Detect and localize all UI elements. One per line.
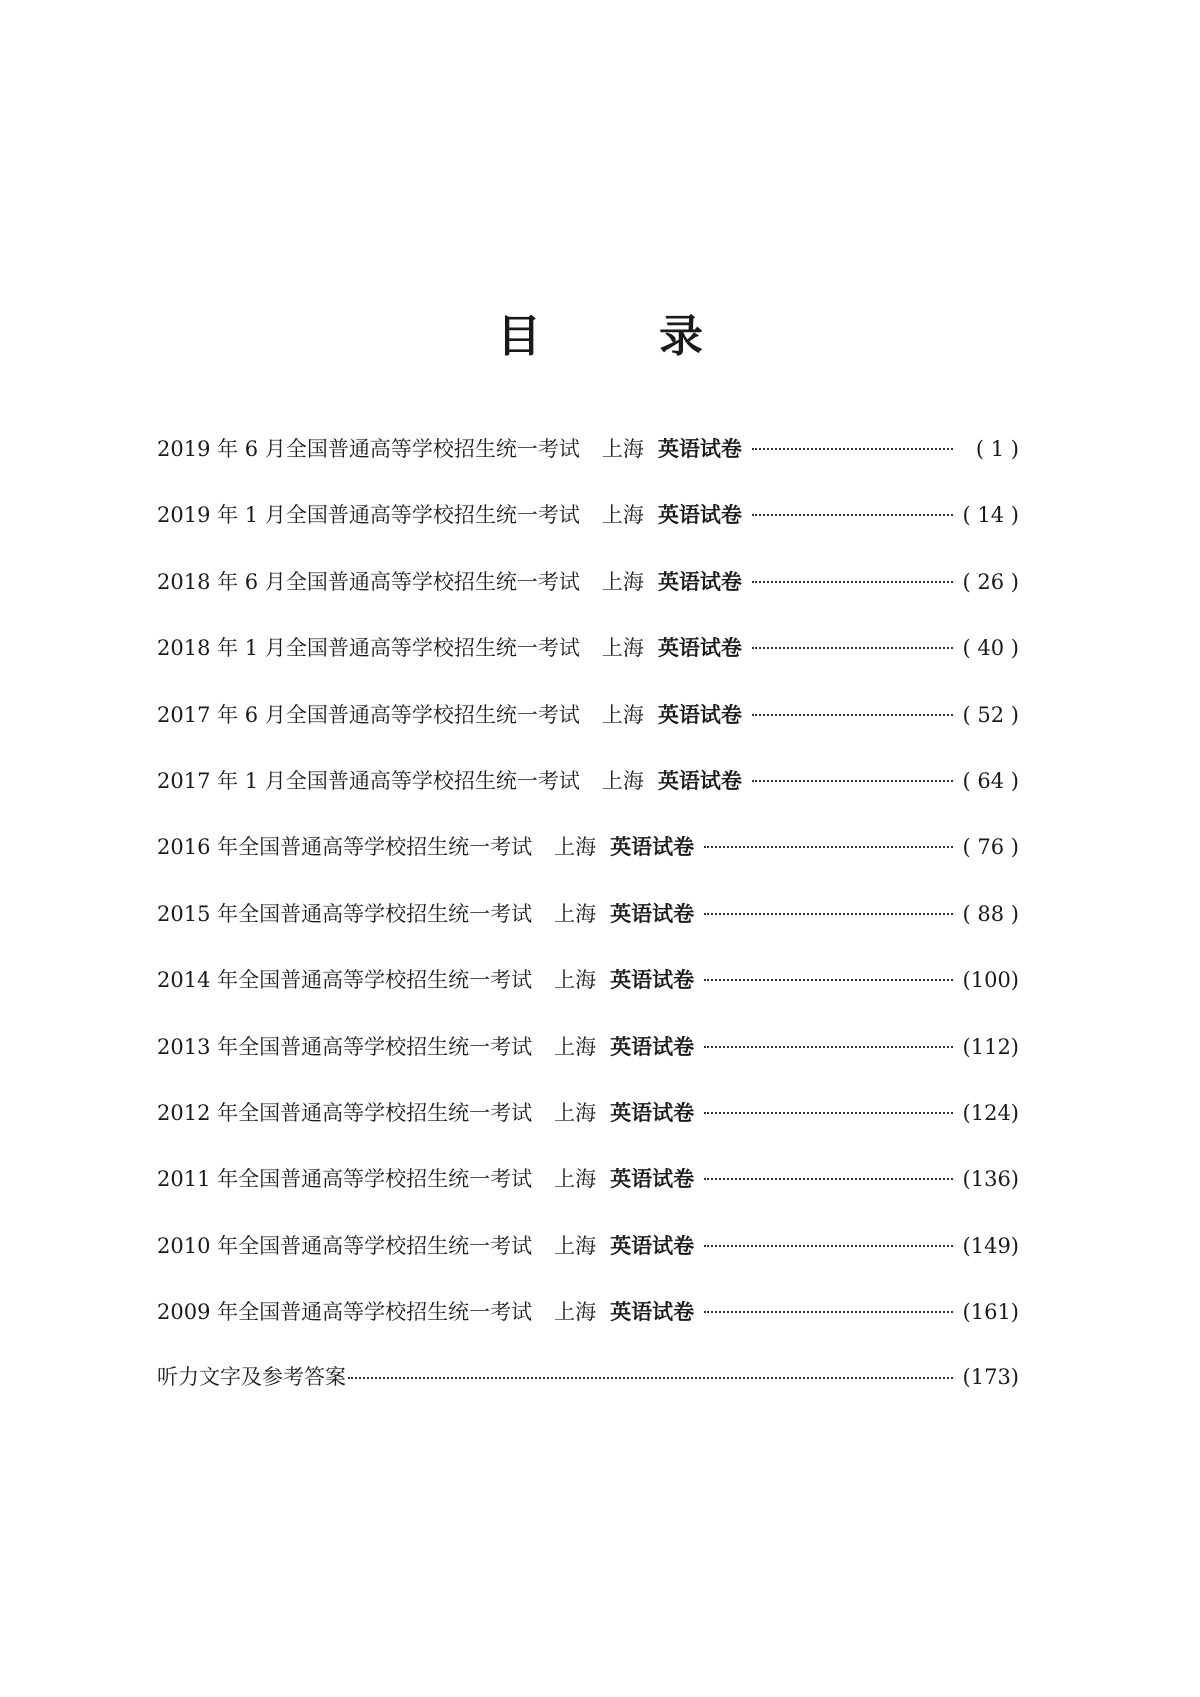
title-char-1: 目 xyxy=(497,311,541,362)
dot-leader xyxy=(752,647,953,649)
appendix-page-number: (173) xyxy=(962,1365,1019,1390)
toc-entry-2019-06[interactable] xyxy=(157,432,1019,465)
entry-prefix xyxy=(157,831,238,864)
entry-region: 上海 xyxy=(554,968,597,993)
entry-region: 上海 xyxy=(554,901,597,926)
entry-year: 2014 xyxy=(157,968,211,993)
entry-subject: 英语试卷 xyxy=(657,568,742,594)
dot-leader xyxy=(704,913,952,915)
entry-page-number: (161) xyxy=(962,1300,1019,1325)
entry-year: 2009 xyxy=(157,1300,211,1325)
entry-exam: 全国普通高等学校招生统一考试 xyxy=(285,437,580,461)
entry-region: 上海 xyxy=(554,835,597,860)
dot-leader xyxy=(704,1311,952,1313)
entry-month: 年 xyxy=(210,1100,239,1125)
entry-exam: 全国普通高等学校招生统一考试 xyxy=(238,1100,533,1125)
appendix-label: 听力文字及参考答案 xyxy=(157,1365,346,1390)
toc-entry-2018-06[interactable] xyxy=(157,565,1019,598)
entry-prefix xyxy=(157,1296,238,1329)
entry-region: 上海 xyxy=(601,768,644,793)
toc-entry-2016[interactable] xyxy=(157,830,1019,863)
entry-region: 上海 xyxy=(601,702,644,727)
entry-prefix xyxy=(157,499,286,532)
entry-region: 上海 xyxy=(601,503,644,528)
entry-page-number: ( 1 ) xyxy=(975,437,1019,461)
dot-leader xyxy=(704,1046,952,1048)
entry-prefix xyxy=(157,964,238,997)
entry-prefix xyxy=(157,1031,238,1064)
entry-region: 上海 xyxy=(554,1100,597,1125)
toc-entry-2010[interactable] xyxy=(157,1229,1019,1262)
toc-entry-2014[interactable] xyxy=(157,963,1019,996)
entry-prefix xyxy=(157,898,238,931)
entry-year: 2011 xyxy=(157,1167,211,1192)
entry-prefix xyxy=(157,566,286,599)
entry-month: 年 1 月 xyxy=(210,636,286,661)
dot-leader xyxy=(704,846,952,848)
entry-page-number: ( 76 ) xyxy=(962,835,1019,860)
entry-subject: 英语试卷 xyxy=(657,767,742,793)
entry-subject: 英语试卷 xyxy=(657,436,742,461)
dot-leader xyxy=(348,1377,953,1379)
entry-page-number: ( 14 ) xyxy=(962,503,1019,528)
entry-exam: 全国普通高等学校招生统一考试 xyxy=(238,1034,533,1059)
entry-exam: 全国普通高等学校招生统一考试 xyxy=(285,636,580,661)
entry-prefix xyxy=(157,433,286,466)
entry-exam: 全国普通高等学校招生统一考试 xyxy=(285,702,580,727)
entry-exam: 全国普通高等学校招生统一考试 xyxy=(238,901,533,926)
dot-leader xyxy=(752,714,953,716)
dot-leader xyxy=(704,1245,952,1247)
entry-subject: 英语试卷 xyxy=(657,701,742,727)
entry-subject: 英语试卷 xyxy=(610,834,695,860)
toc-entry-2012[interactable] xyxy=(157,1096,1019,1129)
entry-month: 年 xyxy=(210,901,239,926)
entry-month: 年 xyxy=(210,1300,239,1325)
entry-subject: 英语试卷 xyxy=(657,635,742,661)
entry-year: 2019 xyxy=(157,503,211,528)
entry-year: 2018 xyxy=(157,636,211,661)
dot-leader xyxy=(752,780,953,782)
entry-month: 年 xyxy=(210,835,239,860)
toc-entry-2011[interactable] xyxy=(157,1162,1019,1195)
entry-region: 上海 xyxy=(554,1300,597,1325)
entry-month: 年 1 月 xyxy=(210,503,286,528)
entry-exam: 全国普通高等学校招生统一考试 xyxy=(238,835,533,860)
title-char-2: 录 xyxy=(659,311,703,362)
entry-page-number: (136) xyxy=(962,1167,1019,1192)
entry-year: 2012 xyxy=(157,1100,211,1125)
dot-leader xyxy=(704,979,952,981)
entry-year: 2017 xyxy=(157,702,211,727)
entry-month: 年 1 月 xyxy=(210,768,286,793)
entry-page-number: (149) xyxy=(962,1233,1019,1258)
entry-exam: 全国普通高等学校招生统一考试 xyxy=(238,1167,533,1192)
entry-month: 年 6 月 xyxy=(210,702,286,727)
entry-subject: 英语试卷 xyxy=(610,1033,695,1059)
entry-exam: 全国普通高等学校招生统一考试 xyxy=(285,768,580,793)
table-of-contents xyxy=(157,432,1019,1428)
entry-prefix xyxy=(157,1163,238,1196)
dot-leader xyxy=(752,514,953,516)
entry-month: 年 6 月 xyxy=(210,437,286,461)
dot-leader xyxy=(704,1178,952,1180)
entry-prefix xyxy=(157,632,286,665)
entry-page-number: (100) xyxy=(962,968,1019,993)
entry-page-number: ( 40 ) xyxy=(962,636,1019,661)
entry-subject: 英语试卷 xyxy=(610,967,695,993)
toc-entry-appendix[interactable] xyxy=(157,1361,1019,1394)
entry-year: 2016 xyxy=(157,835,211,860)
entry-month: 年 6 月 xyxy=(210,569,286,594)
toc-entry-2015[interactable] xyxy=(157,897,1019,930)
entry-page-number: ( 52 ) xyxy=(962,702,1019,727)
toc-entry-2019-01[interactable] xyxy=(157,498,1019,531)
page-title xyxy=(0,300,1200,364)
entry-region: 上海 xyxy=(554,1167,597,1192)
entry-year: 2017 xyxy=(157,768,211,793)
dot-leader xyxy=(752,581,953,583)
entry-region: 上海 xyxy=(554,1034,597,1059)
entry-subject: 英语试卷 xyxy=(610,1166,695,1192)
entry-year: 2010 xyxy=(157,1233,211,1258)
dot-leader xyxy=(752,448,953,450)
entry-page-number: ( 64 ) xyxy=(962,768,1019,793)
entry-subject: 英语试卷 xyxy=(610,1232,695,1258)
entry-year: 2018 xyxy=(157,569,211,594)
entry-subject: 英语试卷 xyxy=(657,502,742,528)
entry-region: 上海 xyxy=(601,569,644,594)
toc-entry-2009[interactable] xyxy=(157,1295,1019,1328)
entry-year: 2015 xyxy=(157,901,211,926)
entry-exam: 全国普通高等学校招生统一考试 xyxy=(285,569,580,594)
entry-subject: 英语试卷 xyxy=(610,1299,695,1325)
entry-month: 年 xyxy=(210,1167,239,1192)
entry-region: 上海 xyxy=(601,437,644,461)
entry-exam: 全国普通高等学校招生统一考试 xyxy=(238,1300,533,1325)
toc-entry-2018-01[interactable] xyxy=(157,631,1019,664)
entry-month: 年 xyxy=(210,968,239,993)
entry-subject: 英语试卷 xyxy=(610,900,695,926)
entry-page-number: ( 88 ) xyxy=(962,901,1019,926)
entry-prefix xyxy=(157,765,286,798)
toc-entry-2013[interactable] xyxy=(157,1030,1019,1063)
entry-region: 上海 xyxy=(554,1233,597,1258)
entry-exam: 全国普通高等学校招生统一考试 xyxy=(238,1233,533,1258)
entry-month: 年 xyxy=(210,1034,239,1059)
entry-page-number: ( 26 ) xyxy=(962,569,1019,594)
entry-subject: 英语试卷 xyxy=(610,1099,695,1125)
toc-entry-2017-01[interactable] xyxy=(157,764,1019,797)
entry-region: 上海 xyxy=(601,636,644,661)
toc-entry-2017-06[interactable] xyxy=(157,698,1019,731)
entry-prefix xyxy=(157,1097,238,1130)
entry-year: 2013 xyxy=(157,1034,211,1059)
entry-prefix xyxy=(157,699,286,732)
entry-page-number: (112) xyxy=(962,1034,1019,1059)
entry-year: 2019 xyxy=(157,437,211,461)
entry-page-number: (124) xyxy=(962,1100,1019,1125)
entry-prefix xyxy=(157,1230,238,1263)
dot-leader xyxy=(704,1112,952,1114)
entry-exam: 全国普通高等学校招生统一考试 xyxy=(285,503,580,528)
entry-month: 年 xyxy=(210,1233,239,1258)
entry-exam: 全国普通高等学校招生统一考试 xyxy=(238,968,533,993)
